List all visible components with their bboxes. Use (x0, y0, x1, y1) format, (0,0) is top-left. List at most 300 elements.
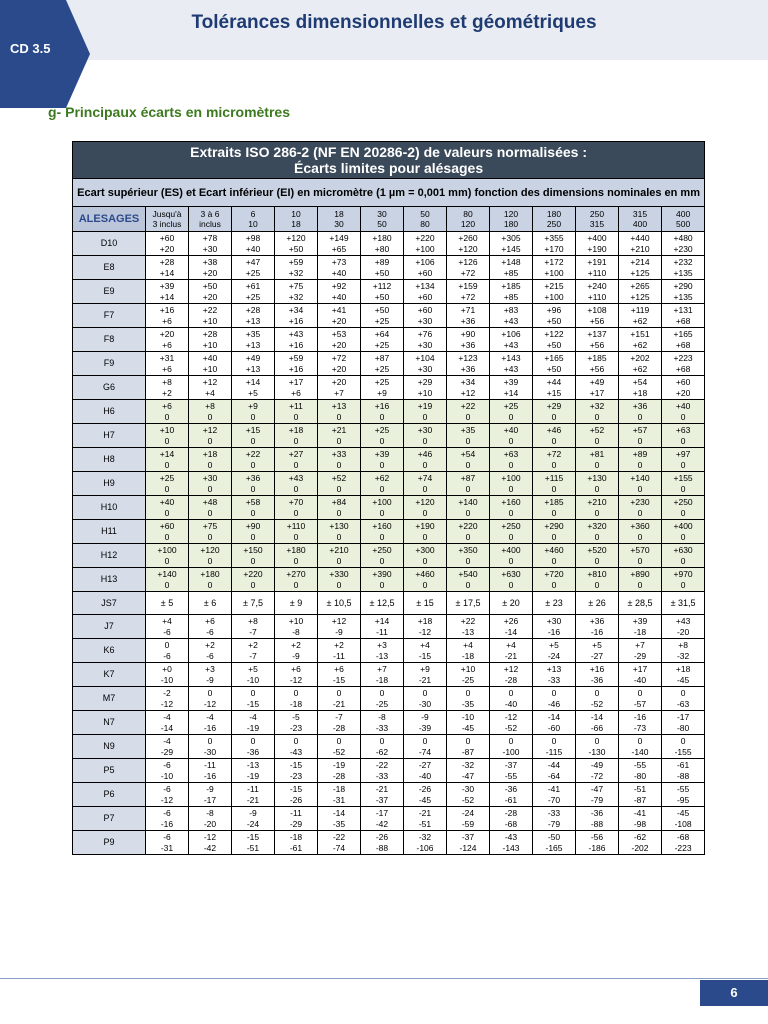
dimension-range-line: 315 (632, 208, 648, 219)
upper-deviation: -19 (332, 760, 346, 770)
tolerance-cell (490, 544, 533, 568)
upper-deviation: 0 (551, 688, 557, 698)
tolerance-cell (232, 711, 275, 735)
upper-deviation: -17 (676, 712, 690, 722)
upper-deviation: -44 (547, 760, 561, 770)
lower-deviation: -24 (547, 650, 561, 661)
lower-deviation: 0 (164, 411, 170, 422)
upper-deviation: +120 (286, 233, 306, 243)
lower-deviation: -16 (203, 722, 217, 733)
upper-deviation: +60 (675, 377, 691, 387)
lower-deviation: 0 (207, 507, 213, 518)
upper-deviation: +250 (501, 521, 521, 531)
tolerance-cell (662, 496, 705, 520)
lower-deviation: -29 (289, 818, 303, 829)
upper-deviation: +104 (415, 353, 435, 363)
column-header-dimension (533, 207, 576, 232)
tolerance-cell (404, 544, 447, 568)
upper-deviation: -32 (461, 760, 475, 770)
lower-deviation: +30 (417, 315, 433, 326)
tolerance-cell (146, 735, 189, 759)
upper-deviation: +2 (248, 640, 258, 650)
lower-deviation: -13 (375, 650, 389, 661)
tolerance-cell (447, 687, 490, 711)
lower-deviation: -95 (676, 794, 690, 805)
section-subtitle: g- Principaux écarts en micromètres (48, 104, 290, 120)
tolerance-cell (576, 807, 619, 831)
tolerance-cell (447, 304, 490, 328)
table-row (73, 520, 705, 544)
dimension-range-line: 18 (334, 208, 344, 219)
lower-deviation: 0 (293, 435, 299, 446)
tolerance-cell (490, 424, 533, 448)
tolerance-cell (490, 400, 533, 424)
tolerance-class-label: H6 (73, 400, 146, 424)
upper-deviation: +290 (544, 521, 564, 531)
lower-deviation: 0 (422, 411, 428, 422)
lower-deviation: 0 (680, 507, 686, 518)
tolerance-cell (275, 544, 318, 568)
tolerance-cell (662, 232, 705, 256)
upper-deviation: +46 (417, 449, 433, 459)
upper-deviation: +53 (331, 329, 347, 339)
upper-deviation: -37 (461, 832, 475, 842)
lower-deviation: -39 (418, 722, 432, 733)
lower-deviation: +18 (632, 387, 648, 398)
tolerance-cell (662, 256, 705, 280)
upper-deviation: +14 (245, 377, 261, 387)
tolerance-cell (447, 232, 490, 256)
tolerance-cell (619, 735, 662, 759)
tolerance-cell (662, 328, 705, 352)
upper-deviation: +10 (288, 616, 304, 626)
lower-deviation: -6 (163, 650, 171, 661)
upper-deviation: -47 (590, 784, 604, 794)
tolerance-cell (447, 400, 490, 424)
upper-deviation: +60 (159, 521, 175, 531)
tolerance-cell (404, 687, 447, 711)
upper-deviation: +30 (546, 616, 562, 626)
upper-deviation: -10 (461, 712, 475, 722)
lower-deviation: 0 (250, 507, 256, 518)
lower-deviation: 0 (293, 507, 299, 518)
lower-deviation: +25 (374, 339, 390, 350)
upper-deviation: +520 (587, 545, 607, 555)
tolerance-cell (447, 280, 490, 304)
lower-deviation: 0 (551, 555, 557, 566)
tolerance-cell (232, 735, 275, 759)
lower-deviation: 0 (336, 579, 342, 590)
lower-deviation: +30 (417, 339, 433, 350)
table-row (73, 759, 705, 783)
lower-deviation: -223 (674, 842, 692, 853)
upper-deviation: ± 5 (160, 597, 174, 608)
lower-deviation: -16 (203, 770, 217, 781)
tolerance-cell (404, 472, 447, 496)
table-title (73, 142, 705, 179)
dimension-range-line: 3 inclus (152, 219, 182, 229)
lower-deviation: 0 (250, 459, 256, 470)
tolerance-cell (189, 783, 232, 807)
tolerance-cell (318, 256, 361, 280)
upper-deviation: +160 (372, 521, 392, 531)
lower-deviation: -9 (206, 674, 214, 685)
upper-deviation: ± 10,5 (326, 597, 352, 608)
upper-deviation: -15 (246, 832, 260, 842)
lower-deviation: +13 (245, 339, 261, 350)
upper-deviation: +290 (673, 281, 693, 291)
upper-deviation: -18 (332, 784, 346, 794)
lower-deviation: -33 (547, 674, 561, 685)
lower-deviation: -51 (418, 818, 432, 829)
dimension-range-line: 120 (503, 208, 519, 219)
tolerance-cell (146, 759, 189, 783)
tolerance-cell (189, 472, 232, 496)
upper-deviation: -7 (335, 712, 343, 722)
upper-deviation: +50 (374, 305, 390, 315)
dimension-range-line: 10 (248, 219, 258, 229)
tolerance-cell (576, 687, 619, 711)
tolerance-cell (447, 831, 490, 855)
tolerance-cell (404, 615, 447, 639)
column-header-dimension (576, 207, 619, 232)
lower-deviation: -18 (375, 674, 389, 685)
tolerance-cell (619, 232, 662, 256)
upper-deviation: +33 (331, 449, 347, 459)
lower-deviation: -46 (547, 698, 561, 709)
lower-deviation: -16 (547, 626, 561, 637)
upper-deviation: +58 (245, 497, 261, 507)
lower-deviation: +25 (374, 363, 390, 374)
upper-deviation: +130 (329, 521, 349, 531)
tolerance-cell (318, 376, 361, 400)
upper-deviation: +360 (630, 521, 650, 531)
tolerance-cell (275, 783, 318, 807)
lower-deviation: 0 (422, 507, 428, 518)
upper-deviation: 0 (465, 688, 471, 698)
upper-deviation: +34 (288, 305, 304, 315)
lower-deviation: +25 (374, 315, 390, 326)
tolerance-cell (318, 759, 361, 783)
lower-deviation: -40 (418, 770, 432, 781)
tolerance-cell (533, 328, 576, 352)
lower-deviation: -21 (246, 794, 260, 805)
upper-deviation: +131 (673, 305, 693, 315)
tolerance-cell (447, 663, 490, 687)
upper-deviation: ± 7,5 (243, 597, 263, 608)
dimension-range-line: 315 (589, 219, 605, 229)
tolerance-cell (490, 639, 533, 663)
lower-deviation: +50 (288, 243, 304, 254)
lower-deviation: -88 (676, 770, 690, 781)
lower-deviation: -45 (418, 794, 432, 805)
upper-deviation: ± 26 (588, 597, 606, 608)
lower-deviation: -63 (676, 698, 690, 709)
upper-deviation: -43 (504, 832, 518, 842)
lower-deviation: +85 (503, 291, 519, 302)
upper-deviation: +165 (673, 329, 693, 339)
upper-deviation: +440 (630, 233, 650, 243)
lower-deviation: -16 (160, 818, 174, 829)
tolerance-cell (490, 304, 533, 328)
column-header-dimension (490, 207, 533, 232)
lower-deviation: +135 (673, 267, 693, 278)
upper-deviation: +110 (286, 521, 306, 531)
upper-deviation: +18 (202, 449, 218, 459)
lower-deviation: 0 (465, 555, 471, 566)
tolerance-class-label: H11 (73, 520, 146, 544)
tolerance-cell (232, 256, 275, 280)
column-header-dimension (447, 207, 490, 232)
lower-deviation: 0 (594, 555, 600, 566)
tolerance-cell (404, 496, 447, 520)
upper-deviation: +180 (372, 233, 392, 243)
lower-deviation: 0 (379, 411, 385, 422)
upper-deviation: +84 (331, 497, 347, 507)
upper-deviation: +73 (331, 257, 347, 267)
tolerance-cell (447, 711, 490, 735)
lower-deviation: +110 (587, 291, 607, 302)
upper-deviation: -24 (461, 808, 475, 818)
table-row (73, 592, 705, 615)
upper-deviation: +75 (288, 281, 304, 291)
lower-deviation: -72 (590, 770, 604, 781)
column-header-dimension (232, 207, 275, 232)
upper-deviation: +0 (162, 664, 172, 674)
lower-deviation: +6 (291, 387, 301, 398)
upper-deviation: 0 (422, 736, 428, 746)
upper-deviation: +39 (374, 449, 390, 459)
tolerance-cell (232, 352, 275, 376)
upper-deviation: +7 (635, 640, 645, 650)
tolerance-cell (146, 424, 189, 448)
upper-deviation: +185 (544, 497, 564, 507)
lower-deviation: -23 (289, 770, 303, 781)
upper-deviation: +120 (415, 497, 435, 507)
tolerance-cell (490, 496, 533, 520)
tolerance-cell (146, 448, 189, 472)
lower-deviation: -124 (459, 842, 477, 853)
lower-deviation: 0 (293, 531, 299, 542)
lower-deviation: +145 (501, 243, 521, 254)
tolerance-cell (576, 256, 619, 280)
lower-deviation: +36 (460, 339, 476, 350)
upper-deviation: 0 (250, 736, 256, 746)
lower-deviation: -28 (332, 722, 346, 733)
tolerance-cell (146, 568, 189, 592)
tolerance-cell (146, 328, 189, 352)
upper-deviation: +18 (417, 616, 433, 626)
dimension-range-line: 6 (250, 208, 256, 219)
tolerance-cell (619, 520, 662, 544)
upper-deviation: +89 (374, 257, 390, 267)
tolerance-cell (232, 687, 275, 711)
upper-deviation: +28 (159, 257, 175, 267)
lower-deviation: 0 (293, 483, 299, 494)
tolerance-class-label: P5 (73, 759, 146, 783)
tolerance-cell (146, 472, 189, 496)
lower-deviation: +43 (503, 339, 519, 350)
tolerance-cell (576, 232, 619, 256)
upper-deviation: +62 (374, 473, 390, 483)
tolerance-cell (404, 639, 447, 663)
lower-deviation: +68 (675, 339, 691, 350)
upper-deviation: -21 (375, 784, 389, 794)
tolerance-cell (275, 328, 318, 352)
lower-deviation: -31 (332, 794, 346, 805)
tolerance-cell (232, 615, 275, 639)
upper-deviation: -6 (163, 832, 171, 842)
lower-deviation: -9 (335, 626, 343, 637)
upper-deviation: +480 (673, 233, 693, 243)
lower-deviation: -57 (633, 698, 647, 709)
upper-deviation: +75 (202, 521, 218, 531)
tolerance-cell (533, 831, 576, 855)
lower-deviation: -47 (461, 770, 475, 781)
tolerance-cell (318, 304, 361, 328)
tolerance-cell (533, 352, 576, 376)
lower-deviation: +13 (245, 363, 261, 374)
tolerance-cell (146, 711, 189, 735)
lower-deviation: -70 (547, 794, 561, 805)
upper-deviation: +180 (286, 545, 306, 555)
tolerance-cell (619, 424, 662, 448)
upper-deviation: -36 (504, 784, 518, 794)
lower-deviation: 0 (637, 483, 643, 494)
upper-deviation: -9 (421, 712, 429, 722)
upper-deviation: +2 (291, 640, 301, 650)
tolerance-cell (447, 520, 490, 544)
lower-deviation: -33 (375, 770, 389, 781)
tolerance-cell (232, 472, 275, 496)
table-row (73, 639, 705, 663)
tolerance-cell (619, 807, 662, 831)
upper-deviation: +13 (331, 401, 347, 411)
page-number: 6 (700, 980, 768, 1006)
tolerance-cell (361, 352, 404, 376)
tolerance-cell (146, 280, 189, 304)
upper-deviation: -6 (163, 784, 171, 794)
tolerance-cell (189, 520, 232, 544)
upper-deviation: +350 (458, 545, 478, 555)
tolerance-cell (447, 568, 490, 592)
upper-deviation: -12 (203, 832, 217, 842)
upper-deviation: +72 (331, 353, 347, 363)
lower-deviation: 0 (207, 579, 213, 590)
upper-deviation: -8 (378, 712, 386, 722)
lower-deviation: +125 (630, 267, 650, 278)
tolerance-cell (275, 831, 318, 855)
lower-deviation: 0 (336, 507, 342, 518)
lower-deviation: 0 (680, 579, 686, 590)
tolerance-class-label: H10 (73, 496, 146, 520)
tolerance-cell (189, 568, 232, 592)
tolerance-cell (318, 711, 361, 735)
upper-deviation: +151 (630, 329, 650, 339)
upper-deviation: +11 (289, 401, 303, 411)
table-title-line2: Écarts limites pour alésages (294, 160, 484, 176)
lower-deviation: 0 (637, 411, 643, 422)
lower-deviation: -100 (502, 746, 520, 757)
upper-deviation: +90 (245, 521, 261, 531)
upper-deviation: -41 (547, 784, 561, 794)
lower-deviation: +40 (331, 291, 347, 302)
upper-deviation: +460 (415, 569, 435, 579)
tolerance-cell (275, 400, 318, 424)
lower-deviation: 0 (594, 531, 600, 542)
upper-deviation: 0 (336, 688, 342, 698)
upper-deviation: +100 (157, 545, 177, 555)
tolerance-class-label: N7 (73, 711, 146, 735)
upper-deviation: +134 (415, 281, 435, 291)
lower-deviation: -28 (332, 770, 346, 781)
lower-deviation: 0 (379, 483, 385, 494)
tolerance-cell (619, 496, 662, 520)
upper-deviation: +90 (460, 329, 476, 339)
upper-deviation: +52 (589, 425, 605, 435)
lower-deviation: +36 (460, 363, 476, 374)
upper-deviation: +8 (162, 377, 172, 387)
lower-deviation: -74 (332, 842, 346, 853)
lower-deviation: +85 (503, 267, 519, 278)
upper-deviation: +214 (630, 257, 650, 267)
tolerance-cell (404, 256, 447, 280)
dimension-range-line: 18 (291, 219, 301, 229)
upper-deviation: +220 (243, 569, 263, 579)
upper-deviation: +185 (587, 353, 607, 363)
tolerance-cell (146, 520, 189, 544)
tolerance-cell (189, 304, 232, 328)
upper-deviation: +39 (159, 281, 175, 291)
tolerance-cell (404, 831, 447, 855)
tolerance-cell (619, 759, 662, 783)
upper-deviation: +60 (159, 233, 175, 243)
upper-deviation: +210 (329, 545, 349, 555)
tolerance-cell (361, 328, 404, 352)
tolerance-cell (404, 424, 447, 448)
upper-deviation: +47 (245, 257, 261, 267)
upper-deviation: +5 (592, 640, 602, 650)
tolerance-cell (232, 304, 275, 328)
tolerance-cell (662, 544, 705, 568)
tolerance-cell (576, 496, 619, 520)
upper-deviation: +28 (202, 329, 218, 339)
upper-deviation: -30 (461, 784, 475, 794)
tolerance-cell (361, 711, 404, 735)
table-body (73, 232, 705, 855)
tolerance-cell (619, 568, 662, 592)
tolerance-cell (318, 544, 361, 568)
upper-deviation: +46 (546, 425, 562, 435)
tolerance-cell (533, 759, 576, 783)
lower-deviation: +210 (630, 243, 650, 254)
tolerance-cell (361, 496, 404, 520)
lower-deviation: 0 (250, 555, 256, 566)
lower-deviation: -30 (418, 698, 432, 709)
tolerance-cell (146, 615, 189, 639)
lower-deviation: -140 (631, 746, 649, 757)
upper-deviation: +59 (288, 353, 304, 363)
upper-deviation: +400 (673, 521, 693, 531)
upper-deviation: +123 (458, 353, 478, 363)
upper-deviation: +3 (377, 640, 387, 650)
table-row (73, 376, 705, 400)
upper-deviation: +2 (334, 640, 344, 650)
upper-deviation: -18 (289, 832, 303, 842)
tolerance-cell (576, 759, 619, 783)
tolerance-cell (533, 472, 576, 496)
lower-deviation: -15 (418, 650, 432, 661)
